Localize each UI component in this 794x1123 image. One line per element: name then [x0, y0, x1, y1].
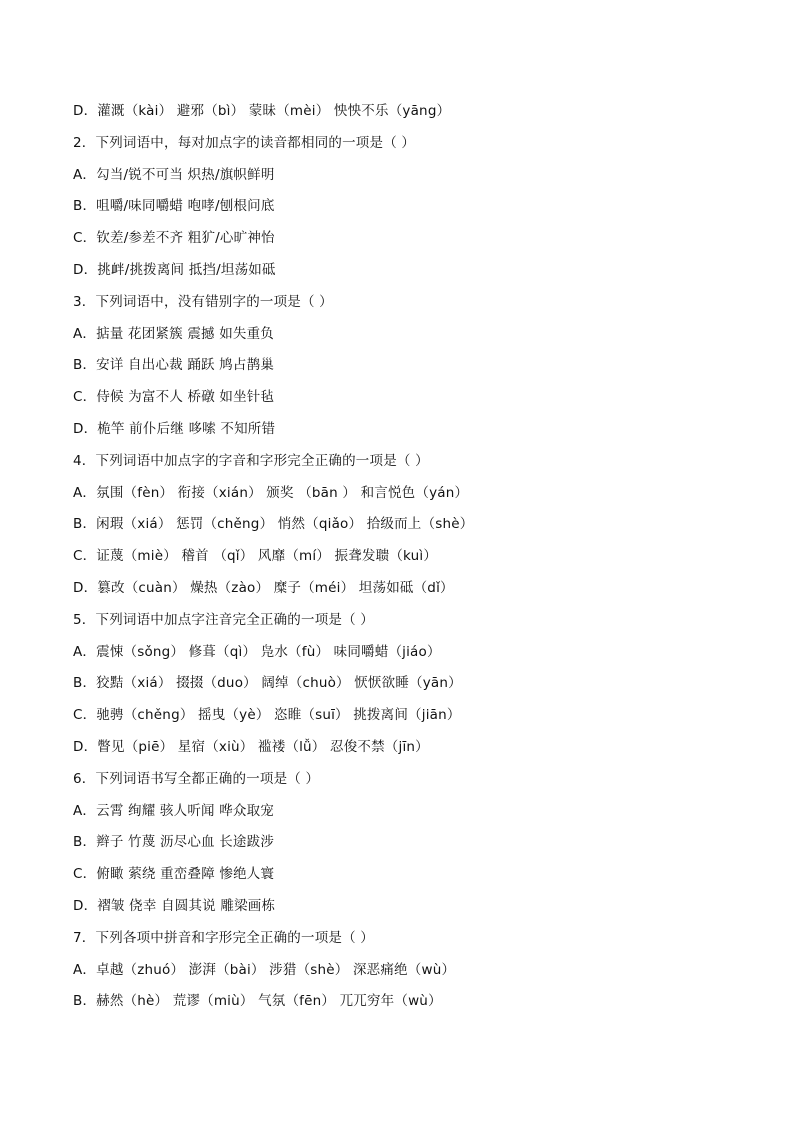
- option-line: B．辫子 竹蔑 沥尽心血 长途跋涉: [73, 834, 275, 851]
- option-line: B．狡黠（xiá） 掇掇（duo） 阔绰（chuò） 恹恹欲睡（yān）: [73, 675, 462, 692]
- option-line: D．褶皱 侥幸 自圆其说 雕梁画栋: [73, 897, 276, 914]
- option-line: D．篡改（cuàn） 燥热（zào） 糜子（méi） 坦荡如砥（dǐ）: [73, 579, 454, 596]
- option-line: A．掂量 花团紧簇 震撼 如失重负: [73, 325, 275, 342]
- option-line: B．闲瑕（xiá） 惩罚（chěng） 悄然（qiǎo） 拾级而上（shè）: [73, 516, 474, 533]
- question-stem: 2．下列词语中，每对加点字的读音都相同的一项是（ ）: [73, 134, 416, 151]
- question-stem: 3．下列词语中，没有错别字的一项是（ ）: [73, 293, 333, 310]
- option-line: C．侍候 为富不人 桥礅 如坐针毡: [73, 389, 275, 406]
- option-line: D．挑衅/挑拨离间 抵挡/坦荡如砥: [73, 261, 276, 278]
- question-stem: 5．下列词语中加点字注音完全正确的一项是（ ）: [73, 611, 374, 628]
- option-line: B．赫然（hè） 荒谬（miù） 气氛（fēn） 兀兀穷年（wù）: [73, 993, 442, 1010]
- option-line: C．俯瞰 萦绕 重峦叠障 惨绝人寰: [73, 866, 275, 883]
- option-line: B．安详 自出心裁 踊跃 鸠占鹊巢: [73, 357, 275, 374]
- question-stem: 7．下列各项中拼音和字形完全正确的一项是（ ）: [73, 929, 374, 946]
- option-line: B．咀嚼/味同嚼蜡 咆哮/刨根问底: [73, 198, 275, 215]
- option-line: C．钦差/参差不齐 粗犷/心旷神怡: [73, 230, 275, 247]
- question-content: [73, 98, 753, 1020]
- question-stem: 4．下列词语中加点字的字音和字形完全正确的一项是（ ）: [73, 452, 429, 469]
- option-line: A．云霄 绚耀 骇人听闻 哗众取宠: [73, 802, 275, 819]
- option-line: C．驰骋（chěng） 摇曳（yè） 恣睢（suī） 挑拨离间（jiān）: [73, 707, 461, 724]
- option-line: A．卓越（zhuó） 澎湃（bài） 涉猎（shè） 深恶痛绝（wù）: [73, 961, 456, 978]
- option-line: D．桅竿 前仆后继 哆嗦 不知所错: [73, 420, 276, 437]
- option-line: A．氛围（fèn） 衔接（xián） 颁奖 （bān ） 和言悦色（yán）: [73, 484, 469, 501]
- option-line: A．勾当/锐不可当 炽热/旗帜鲜明: [73, 166, 275, 183]
- question-stem: 6．下列词语书写全都正确的一项是（ ）: [73, 770, 320, 787]
- option-line: D．瞥见（piē） 星宿（xiù） 褴褛（lǚ） 忍俊不禁（jīn）: [73, 738, 429, 755]
- option-line: A．震悚（sǒng） 修葺（qì） 凫水（fù） 味同嚼蜡（jiáo）: [73, 643, 441, 660]
- option-line: D．灌溉（kài） 避邪（bì） 蒙昧（mèi） 怏怏不乐（yāng）: [73, 103, 451, 119]
- option-line: C．证蔑（miè） 稽首 （qǐ） 风靡（mí） 振聋发聩（kuì）: [73, 548, 438, 565]
